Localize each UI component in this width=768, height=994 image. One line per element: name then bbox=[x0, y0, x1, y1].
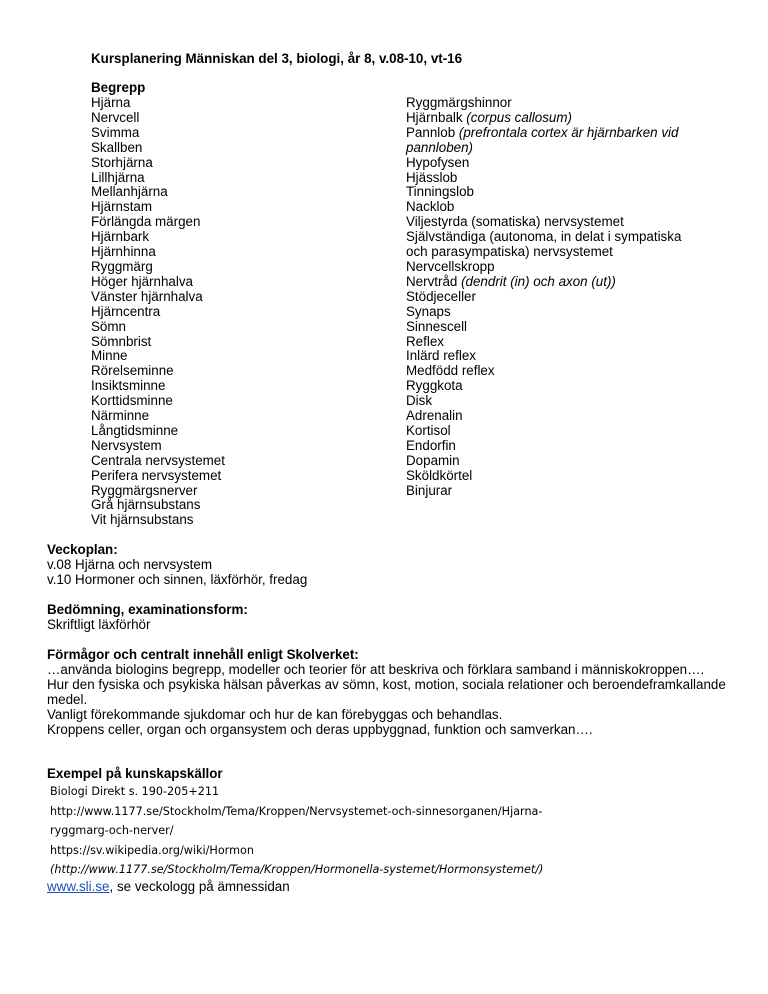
abilities-line: Hur den fysiska och psykiska hälsan påverkas av sömn, kost, motion, sociala relationer och beroendeframkallande medel. bbox=[47, 676, 726, 707]
concept-item: Centrala nervsystemet bbox=[91, 452, 225, 468]
sources-section bbox=[47, 767, 727, 895]
concept-item: Minne bbox=[91, 348, 128, 364]
concept-item: Tinningslob bbox=[406, 184, 474, 200]
concept-item: Skallben bbox=[91, 139, 143, 155]
concept-item: Binjurar bbox=[406, 482, 453, 498]
concept-term: Nervtråd bbox=[406, 273, 462, 289]
concept-item: Rörelseminne bbox=[91, 363, 174, 379]
concept-item: Hjärnbark bbox=[91, 229, 150, 245]
concept-item: Adrenalin bbox=[406, 408, 463, 424]
concept-item: Disk bbox=[406, 393, 433, 409]
concept-item: Ryggmärg bbox=[91, 258, 153, 274]
concept-item: Nervcellskropp bbox=[406, 258, 495, 274]
source-sli-line bbox=[47, 880, 727, 895]
concept-item: Perifera nervsystemet bbox=[91, 467, 222, 483]
weekplan-heading: Veckoplan: bbox=[47, 542, 118, 557]
concept-item: Grå hjärnsubstans bbox=[91, 497, 201, 513]
weekplan-line: v.10 Hormoner och sinnen, läxförhör, fredag bbox=[47, 571, 308, 587]
concept-item: Hjärnhinna bbox=[91, 244, 156, 260]
concept-item: Ryggmärgsnerver bbox=[91, 482, 198, 498]
concept-term: Hjärnbalk bbox=[406, 109, 467, 125]
concept-item: Dopamin bbox=[406, 452, 460, 468]
source-url: http://www.1177.se/Stockholm/Tema/Kroppen/Nervsystemet-och-sinnesorganen/Hjarna- bbox=[50, 804, 543, 818]
concept-item: Kortisol bbox=[406, 422, 451, 438]
document-title: Kursplanering Människan del 3, biologi, år 8, v.08-10, vt-16 bbox=[91, 51, 463, 66]
concept-item: Nervcell bbox=[91, 109, 140, 125]
source-book: Biologi Direkt s. 190-205+211 bbox=[50, 784, 220, 798]
concept-item: Förlängda märgen bbox=[91, 214, 201, 230]
concept-item: Synaps bbox=[406, 303, 451, 319]
concept-item bbox=[406, 126, 706, 156]
concept-item: Vänster hjärnhalva bbox=[91, 288, 203, 304]
concept-item: Sinnescell bbox=[406, 318, 468, 334]
sli-suffix: , se veckologg på ämnessidan bbox=[109, 878, 290, 894]
assessment-line: Skriftligt läxförhör bbox=[47, 616, 151, 632]
concepts-heading: Begrepp bbox=[91, 80, 146, 95]
concept-item: Ryggmärgshinnor bbox=[406, 95, 512, 110]
concepts-left-column bbox=[91, 96, 391, 528]
source-url: (http://www.1177.se/Stockholm/Tema/Kroppen/Hormonella-systemet/Hormonsystemet/) bbox=[50, 863, 544, 877]
concept-item: Vit hjärnsubstans bbox=[91, 512, 194, 528]
sli-link[interactable]: www.sli.se bbox=[47, 878, 110, 894]
assessment-section bbox=[47, 603, 727, 633]
abilities-line: …använda biologins begrepp, modeller och teorier för att beskriva och förklara samband i människokroppen…. bbox=[47, 661, 705, 677]
concept-item: Stödjeceller bbox=[406, 288, 476, 304]
abilities-heading: Förmågor och centralt innehåll enligt Skolverket: bbox=[47, 647, 359, 662]
concept-item: Sömnbrist bbox=[91, 333, 152, 349]
concept-item: Storhjärna bbox=[91, 154, 153, 170]
concept-note: (corpus callosum) bbox=[466, 109, 572, 125]
concept-item: Mellanhjärna bbox=[91, 184, 168, 200]
concept-item: Lillhjärna bbox=[91, 169, 145, 185]
concept-item: Viljestyrda (somatiska) nervsystemet bbox=[406, 214, 624, 230]
concept-item: Höger hjärnhalva bbox=[91, 273, 193, 289]
concept-item: Sköldkörtel bbox=[406, 467, 473, 483]
concept-item: Hjärncentra bbox=[91, 303, 161, 319]
abilities-section bbox=[47, 648, 727, 737]
concept-item: Nacklob bbox=[406, 199, 455, 215]
concept-item: Närminne bbox=[91, 408, 150, 424]
concept-item: Inlärd reflex bbox=[406, 348, 476, 364]
concept-item: Ryggkota bbox=[406, 378, 463, 394]
concept-note: (prefrontala cortex är hjärnbarken vid pannloben) bbox=[406, 124, 679, 155]
assessment-heading: Bedömning, examinationsform: bbox=[47, 602, 248, 617]
concept-item: Hjässlob bbox=[406, 169, 458, 185]
concept-item bbox=[406, 111, 706, 126]
concept-item: Medfödd reflex bbox=[406, 363, 495, 379]
concept-item: Hjärnstam bbox=[91, 199, 153, 215]
source-url-continued: ryggmarg-och-nerver/ bbox=[50, 824, 174, 838]
concept-item: Sömn bbox=[91, 318, 126, 334]
concept-note: (dendrit (in) och axon (ut)) bbox=[461, 273, 616, 289]
weekplan-line: v.08 Hjärna och nervsystem bbox=[47, 556, 212, 572]
concept-item: Endorfin bbox=[406, 437, 456, 453]
concept-item: Hjärna bbox=[91, 95, 131, 110]
source-url: https://sv.wikipedia.org/wiki/Hormon bbox=[50, 843, 254, 857]
concept-item: Reflex bbox=[406, 333, 444, 349]
weekplan-section bbox=[47, 543, 727, 588]
concept-item: Insiktsminne bbox=[91, 378, 166, 394]
concepts-right-column bbox=[406, 96, 706, 498]
concept-item: Självständiga (autonoma, in delat i sympatiska och parasympatiska) nervsystemet bbox=[406, 229, 682, 260]
concept-item: Svimma bbox=[91, 124, 140, 140]
sources-heading: Exempel på kunskapskällor bbox=[47, 766, 223, 781]
abilities-line: Kroppens celler, organ och organsystem och deras uppbyggnad, funktion och samverkan…. bbox=[47, 721, 593, 737]
concept-item: Hypofysen bbox=[406, 154, 470, 170]
abilities-line: Vanligt förekommande sjukdomar och hur de kan förebyggas och behandlas. bbox=[47, 706, 503, 722]
concept-item: Korttidsminne bbox=[91, 393, 173, 409]
concept-item: Långtidsminne bbox=[91, 422, 179, 438]
concept-term: Pannlob bbox=[406, 124, 459, 140]
concept-item bbox=[406, 275, 706, 290]
concept-item: Nervsystem bbox=[91, 437, 162, 453]
